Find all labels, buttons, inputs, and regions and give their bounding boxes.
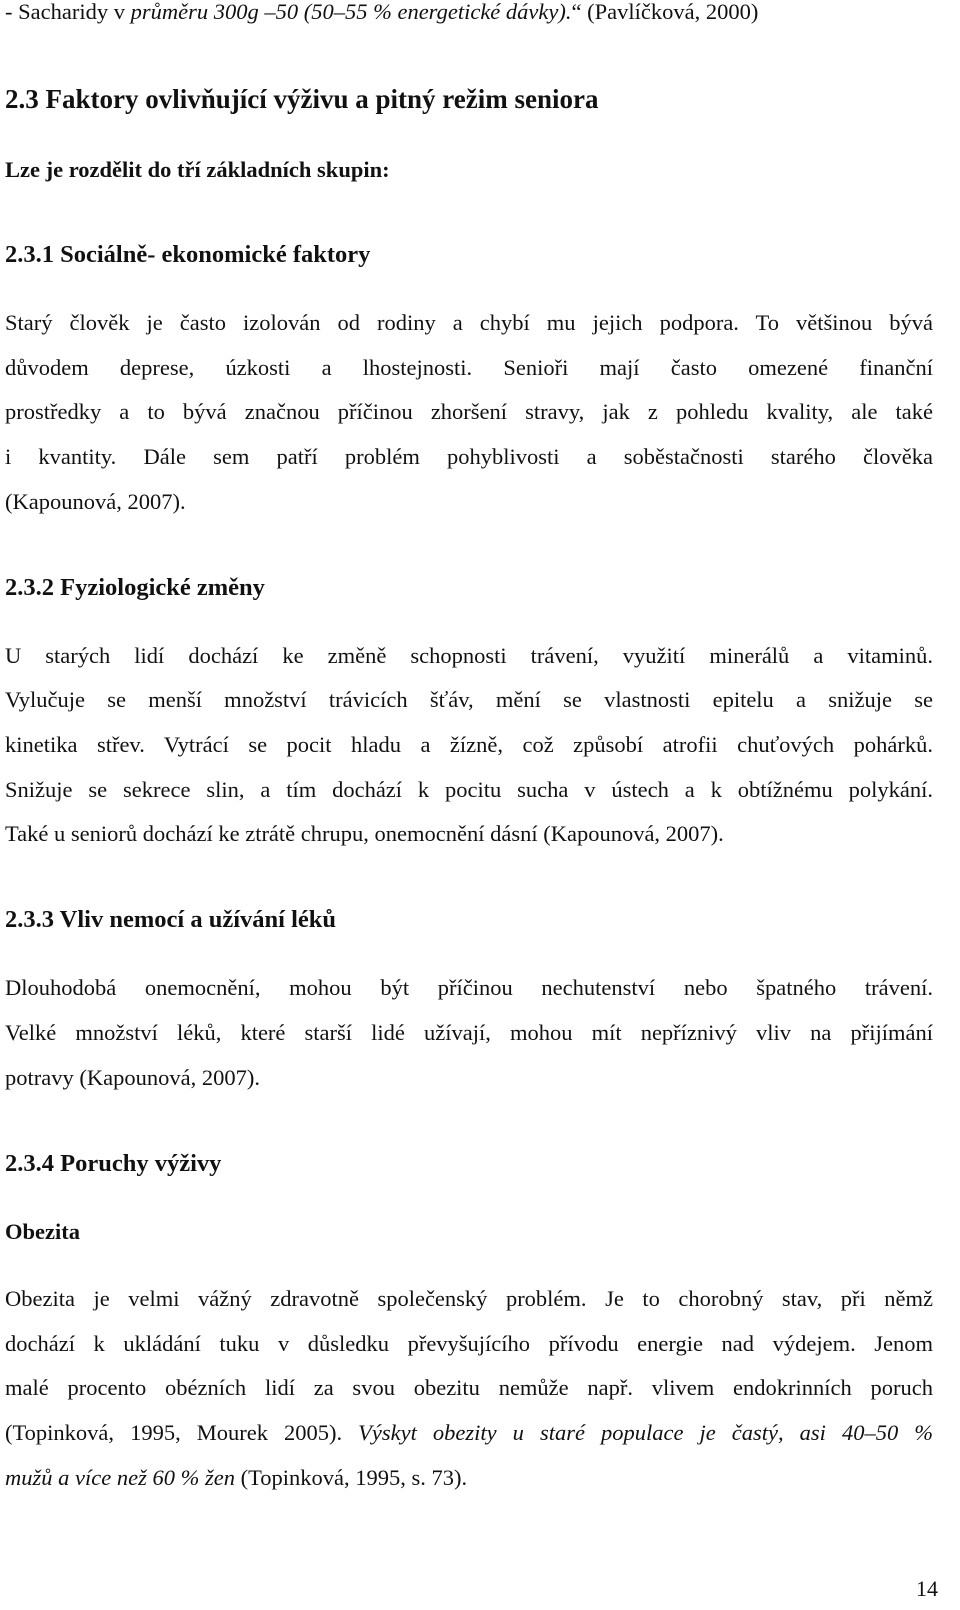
subheading-obezita: Obezita xyxy=(5,1219,80,1244)
citation-text: (Topinková, 1995, s. 73). xyxy=(234,1465,468,1490)
paragraph-line: i kvantity. Dále sem patří problém pohyblivosti a soběstačnosti starého člověka xyxy=(5,444,933,469)
paragraph-line: prostředky a to bývá značnou příčinou zhoršení stravy, jak z pohledu kvality, ale také xyxy=(5,399,933,424)
paragraph-line: Také u seniorů dochází ke ztrátě chrupu, onemocnění dásní (Kapounová, 2007). xyxy=(5,821,724,846)
italic-quote: Výskyt obezity u staré populace je častý, asi 40–50 % xyxy=(358,1420,933,1445)
heading-2-3: 2.3 Faktory ovlivňující výživu a pitný režim seniora xyxy=(5,84,599,114)
heading-2-3-2: 2.3.2 Fyziologické změny xyxy=(5,574,265,601)
paragraph-line: dochází k ukládání tuku v důsledku převyšujícího přívodu energie nad výdejem. Jenom xyxy=(5,1331,933,1356)
italic-quote: mužů a více než 60 % žen xyxy=(5,1465,235,1490)
paragraph-line: Dlouhodobá onemocnění, mohou být příčinou nechutenství nebo špatného trávení. xyxy=(5,975,933,1000)
paragraph-line: Vylučuje se menší množství trávicích šťáv, mění se vlastnosti epitelu a snižuje se xyxy=(5,687,933,712)
heading-2-3-4: 2.3.4 Poruchy výživy xyxy=(5,1150,222,1177)
page-number: 14 xyxy=(916,1576,938,1601)
top-line xyxy=(5,0,933,27)
paragraph-line: Snižuje se sekrece slin, a tím dochází k pocitu sucha v ústech a k obtížnému polykání. xyxy=(5,777,933,802)
paragraph-line: Starý člověk je často izolován od rodiny a chybí mu jejich podpora. To většinou bývá xyxy=(5,310,933,335)
top-line-citation: “ (Pavlíčková, 2000) xyxy=(571,0,759,24)
paragraph-line: malé procento obézních lidí za svou obezitu nemůže např. vlivem endokrinních poruch xyxy=(5,1375,933,1400)
heading-2-3-1: 2.3.1 Sociálně- ekonomické faktory xyxy=(5,241,371,268)
paragraph-line: důvodem deprese, úzkosti a lhostejnosti. Senioři mají často omezené finanční xyxy=(5,355,933,380)
paragraph-line: Velké množství léků, které starší lidé užívají, mohou mít nepříznivý vliv na přijímání xyxy=(5,1020,933,1045)
section-2-3-intro: Lze je rozdělit do tří základních skupin: xyxy=(5,157,390,182)
heading-2-3-3: 2.3.3 Vliv nemocí a užívání léků xyxy=(5,906,337,933)
paragraph-line xyxy=(5,1463,933,1493)
paragraph-line: (Kapounová, 2007). xyxy=(5,489,186,514)
paragraph-line xyxy=(5,1418,933,1448)
paragraph-line: potravy (Kapounová, 2007). xyxy=(5,1065,260,1090)
top-line-italic: průměru 300g –50 (50–55 % energetické dávky). xyxy=(130,0,572,24)
paragraph-line: Obezita je velmi vážný zdravotně společenský problém. Je to chorobný stav, při němž xyxy=(5,1286,933,1311)
citation-text: (Topinková, 1995, Mourek 2005). xyxy=(5,1420,359,1445)
paragraph-line: kinetika střev. Vytrácí se pocit hladu a žízně, což způsobí atrofii chuťových pohárků. xyxy=(5,732,933,757)
top-line-start: - Sacharidy v xyxy=(5,0,131,24)
paragraph-line: U starých lidí dochází ke změně schopnosti trávení, využití minerálů a vitaminů. xyxy=(5,643,933,668)
